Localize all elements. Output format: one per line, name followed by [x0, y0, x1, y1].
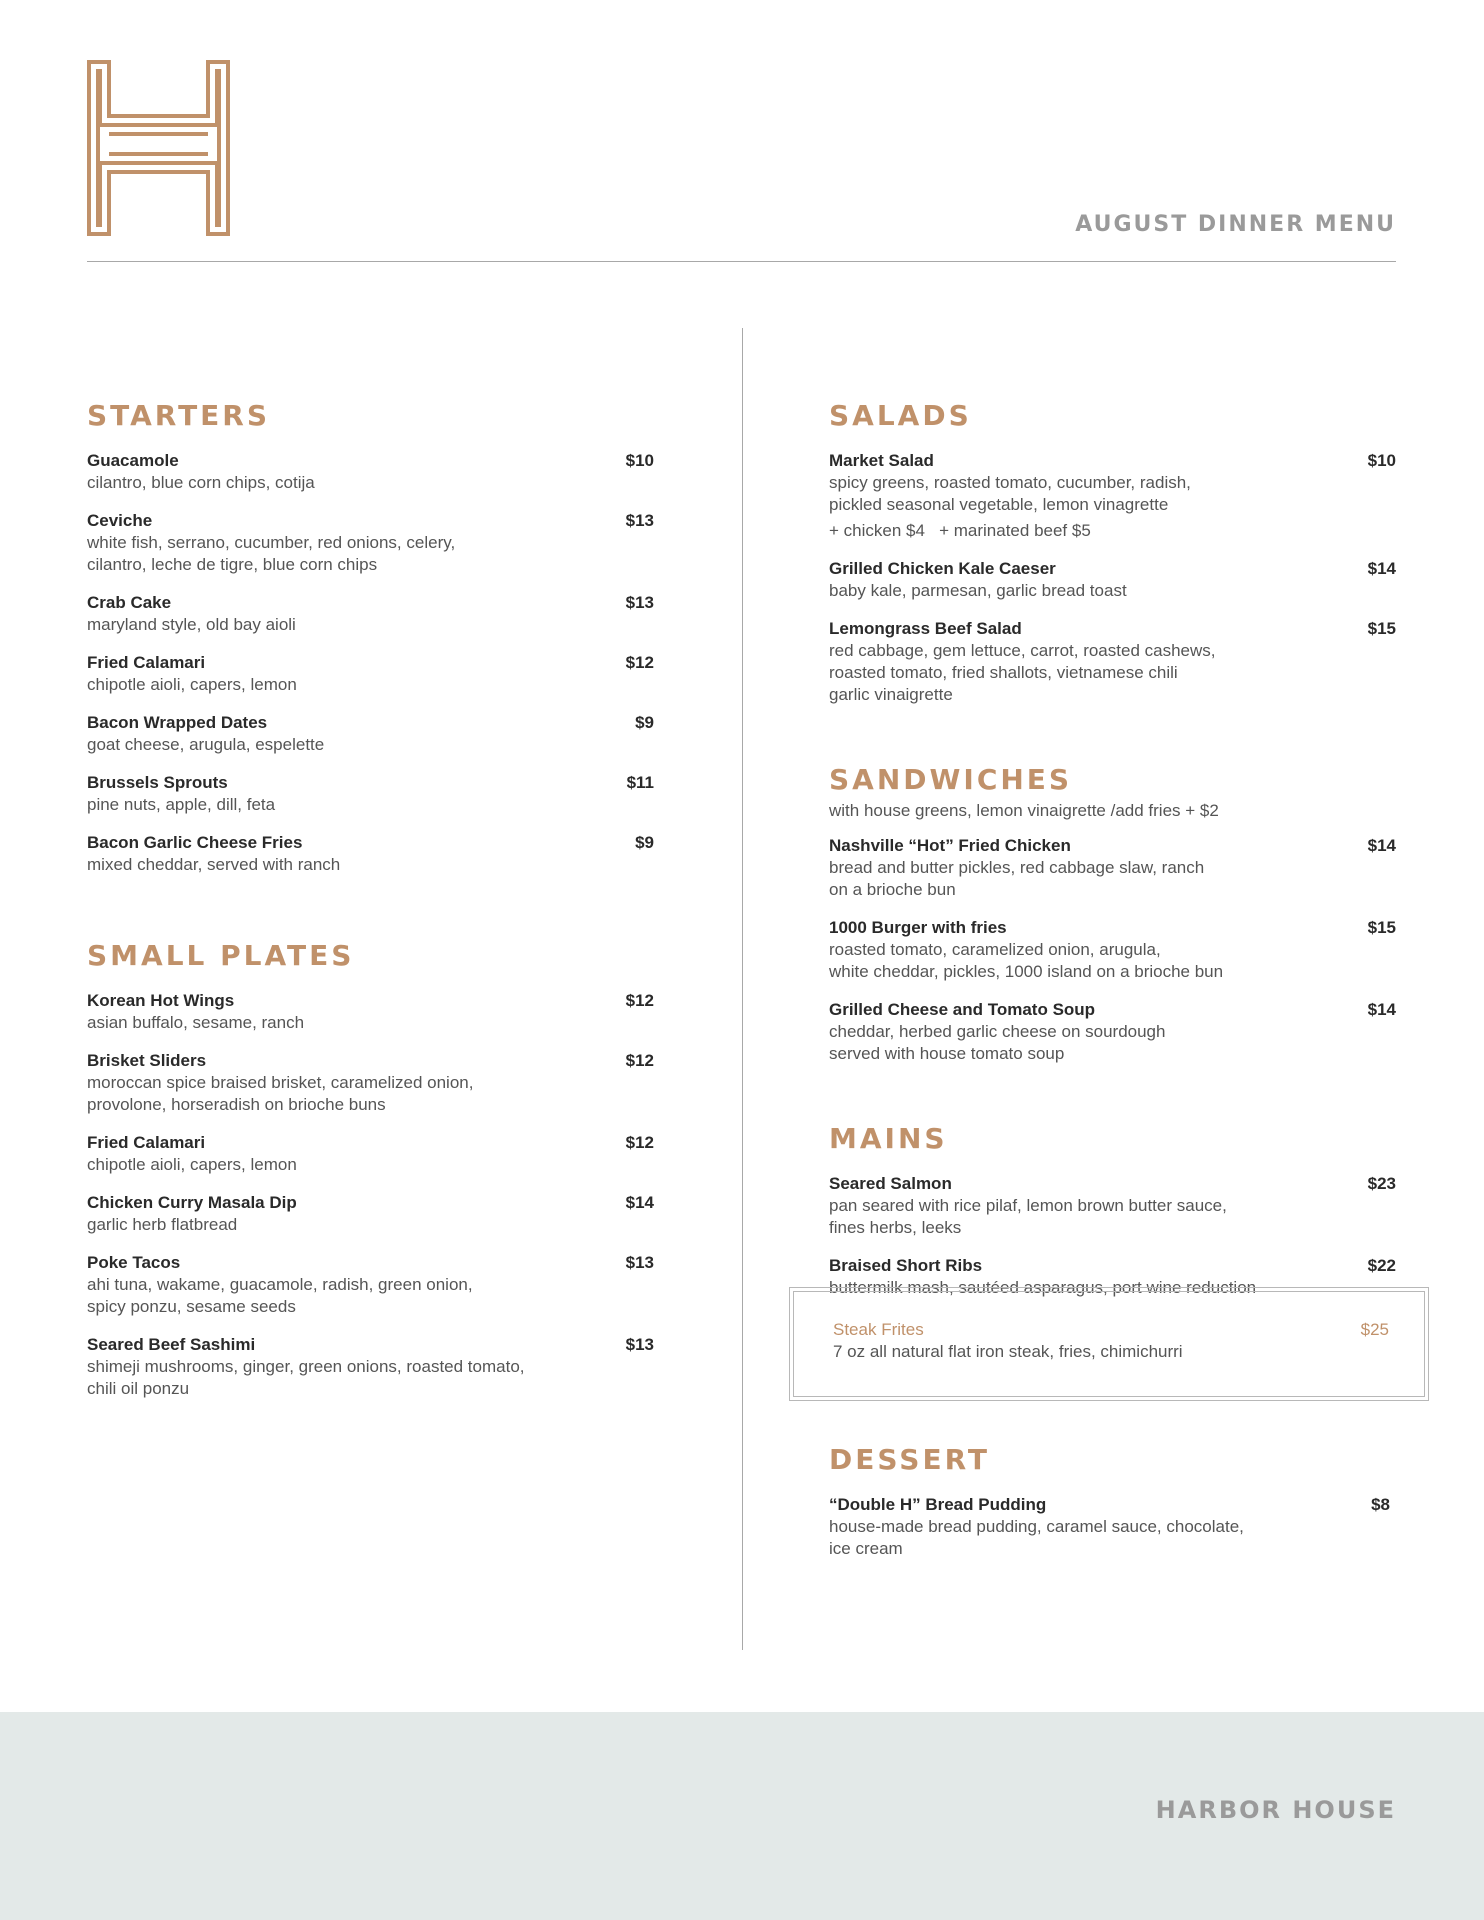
- menu-item: [87, 652, 654, 696]
- section-title-starters: STARTERS: [87, 399, 271, 432]
- item-name: Nashville “Hot” Fried Chicken: [829, 836, 1071, 855]
- section-title-salads: SALADS: [829, 399, 972, 432]
- item-price: $11: [626, 773, 654, 792]
- featured-item-frame: [793, 1291, 1425, 1397]
- item-price: $22: [1367, 1256, 1396, 1275]
- menu-title: AUGUST DINNER MENU: [1075, 212, 1396, 237]
- menu-item: [87, 990, 654, 1034]
- item-name: “Double H” Bread Pudding: [829, 1495, 1047, 1514]
- column-divider: [742, 328, 743, 1650]
- item-name: Korean Hot Wings: [87, 991, 235, 1010]
- menu-item: [87, 1192, 654, 1236]
- item-description: spicy greens, roasted tomato, cucumber, radish,: [829, 473, 1191, 492]
- footer: [0, 1712, 1484, 1920]
- item-description: 7 oz all natural flat iron steak, fries, chimichurri: [833, 1342, 1183, 1361]
- restaurant-name: HARBOR HOUSE: [1155, 1796, 1396, 1824]
- item-description: served with house tomato soup: [829, 1044, 1065, 1063]
- item-description: garlic vinaigrette: [829, 685, 953, 704]
- menu-item: [87, 510, 654, 576]
- left-column: [87, 396, 654, 1416]
- item-name: Lemongrass Beef Salad: [829, 619, 1022, 638]
- item-add-ons: + chicken $4 + marinated beef $5: [829, 521, 1091, 540]
- item-price: $13: [625, 593, 654, 612]
- item-name: Braised Short Ribs: [829, 1256, 983, 1275]
- item-name: Brisket Sliders: [87, 1051, 207, 1070]
- item-description: roasted tomato, caramelized onion, arugula,: [829, 940, 1161, 959]
- item-name: Poke Tacos: [87, 1253, 181, 1272]
- item-description: baby kale, parmesan, garlic bread toast: [829, 581, 1127, 600]
- item-name: Guacamole: [87, 451, 179, 470]
- menu-item: [87, 832, 654, 876]
- item-price: $14: [1367, 836, 1396, 855]
- item-price: $13: [625, 1253, 654, 1272]
- item-name: 1000 Burger with fries: [829, 918, 1007, 937]
- item-name: Seared Beef Sashimi: [87, 1335, 256, 1354]
- menu-item: [829, 450, 1396, 542]
- item-name: Fried Calamari: [87, 1133, 206, 1152]
- item-name: Bacon Garlic Cheese Fries: [87, 833, 303, 852]
- item-name: Ceviche: [87, 511, 153, 530]
- menu-item: [829, 1494, 1396, 1560]
- item-description: mixed cheddar, served with ranch: [87, 855, 341, 874]
- item-name: Steak Frites: [833, 1320, 924, 1339]
- item-description: chipotle aioli, capers, lemon: [87, 675, 297, 694]
- item-description: roasted tomato, fried shallots, vietnamese chili: [829, 663, 1178, 682]
- menu-item: [87, 1334, 654, 1400]
- item-description: house-made bread pudding, caramel sauce, chocolate,: [829, 1517, 1244, 1536]
- item-description: pine nuts, apple, dill, feta: [87, 795, 276, 814]
- item-description: provolone, horseradish on brioche buns: [87, 1095, 386, 1114]
- right-column: [829, 396, 1396, 1315]
- item-price: $14: [625, 1193, 654, 1212]
- item-price: $12: [625, 1051, 654, 1070]
- menu-item: [87, 712, 654, 756]
- menu-item: [829, 835, 1396, 901]
- header-divider: [87, 261, 1396, 262]
- item-description: moroccan spice braised brisket, caramelized onion,: [87, 1073, 474, 1092]
- item-description: maryland style, old bay aioli: [87, 615, 296, 634]
- item-description: ahi tuna, wakame, guacamole, radish, green onion,: [87, 1275, 473, 1294]
- dessert-section: [829, 1440, 1396, 1576]
- item-price: $12: [625, 991, 654, 1010]
- section-title-small-plates: SMALL PLATES: [87, 939, 355, 972]
- item-name: Chicken Curry Masala Dip: [87, 1193, 297, 1212]
- item-description: white cheddar, pickles, 1000 island on a brioche bun: [829, 962, 1224, 981]
- item-name: Grilled Cheese and Tomato Soup: [829, 1000, 1096, 1019]
- item-price: $10: [1367, 451, 1396, 470]
- item-description: shimeji mushrooms, ginger, green onions, roasted tomato,: [87, 1357, 525, 1376]
- item-description: chili oil ponzu: [87, 1379, 190, 1398]
- item-name: Bacon Wrapped Dates: [87, 713, 268, 732]
- item-price: $25: [1360, 1320, 1389, 1339]
- item-price: $8: [1371, 1495, 1390, 1514]
- menu-item: [87, 1050, 654, 1116]
- item-description: on a brioche bun: [829, 880, 956, 899]
- item-description: chipotle aioli, capers, lemon: [87, 1155, 297, 1174]
- featured-menu-item: [833, 1319, 1389, 1363]
- item-description: garlic herb flatbread: [87, 1215, 238, 1234]
- item-description: ice cream: [829, 1539, 903, 1558]
- item-price: $15: [1367, 918, 1396, 937]
- item-description: fines herbs, leeks: [829, 1218, 962, 1237]
- item-price: $12: [625, 1133, 654, 1152]
- item-description: bread and butter pickles, red cabbage slaw, ranch: [829, 858, 1205, 877]
- section-note: with house greens, lemon vinaigrette /add fries + $2: [829, 801, 1219, 820]
- item-price: $14: [1367, 559, 1396, 578]
- item-price: $13: [625, 1335, 654, 1354]
- item-price: $10: [625, 451, 654, 470]
- section-title-dessert: DESSERT: [829, 1443, 990, 1476]
- featured-item-box: [789, 1287, 1429, 1401]
- item-name: Market Salad: [829, 451, 934, 470]
- item-description: cilantro, blue corn chips, cotija: [87, 473, 315, 492]
- menu-item: [829, 917, 1396, 983]
- menu-item: [829, 618, 1396, 706]
- menu-item: [87, 450, 654, 494]
- item-price: $15: [1367, 619, 1396, 638]
- item-description: pan seared with rice pilaf, lemon brown butter sauce,: [829, 1196, 1227, 1215]
- item-description: white fish, serrano, cucumber, red onions, celery,: [87, 533, 456, 552]
- menu-item: [829, 1173, 1396, 1239]
- item-name: Seared Salmon: [829, 1174, 952, 1193]
- item-description: buttermilk mash, sautéed asparagus, port wine reduction: [829, 1278, 1257, 1297]
- item-name: Crab Cake: [87, 593, 172, 612]
- item-description: asian buffalo, sesame, ranch: [87, 1013, 305, 1032]
- item-description: spicy ponzu, sesame seeds: [87, 1297, 296, 1316]
- double-h-monogram-icon: [87, 60, 230, 236]
- item-name: Brussels Sprouts: [87, 773, 228, 792]
- item-description: goat cheese, arugula, espelette: [87, 735, 325, 754]
- item-price: $13: [625, 511, 654, 530]
- item-description: red cabbage, gem lettuce, carrot, roasted cashews,: [829, 641, 1216, 660]
- menu-item: [87, 1252, 654, 1318]
- item-price: $9: [635, 713, 654, 732]
- item-price: $12: [625, 653, 654, 672]
- menu-item: [829, 999, 1396, 1065]
- item-description: cheddar, herbed garlic cheese on sourdough: [829, 1022, 1166, 1041]
- menu-item: [87, 772, 654, 816]
- item-price: $23: [1367, 1174, 1396, 1193]
- section-title-sandwiches: SANDWICHES: [829, 763, 1073, 796]
- item-name: Grilled Chicken Kale Caeser: [829, 559, 1056, 578]
- item-description: pickled seasonal vegetable, lemon vinagrette: [829, 495, 1169, 514]
- section-title-mains: MAINS: [829, 1122, 948, 1155]
- item-price: $14: [1367, 1000, 1396, 1019]
- item-price: $9: [635, 833, 654, 852]
- menu-item: [87, 592, 654, 636]
- item-description: cilantro, leche de tigre, blue corn chips: [87, 555, 378, 574]
- menu-item: [829, 558, 1396, 602]
- menu-item: [87, 1132, 654, 1176]
- item-name: Fried Calamari: [87, 653, 206, 672]
